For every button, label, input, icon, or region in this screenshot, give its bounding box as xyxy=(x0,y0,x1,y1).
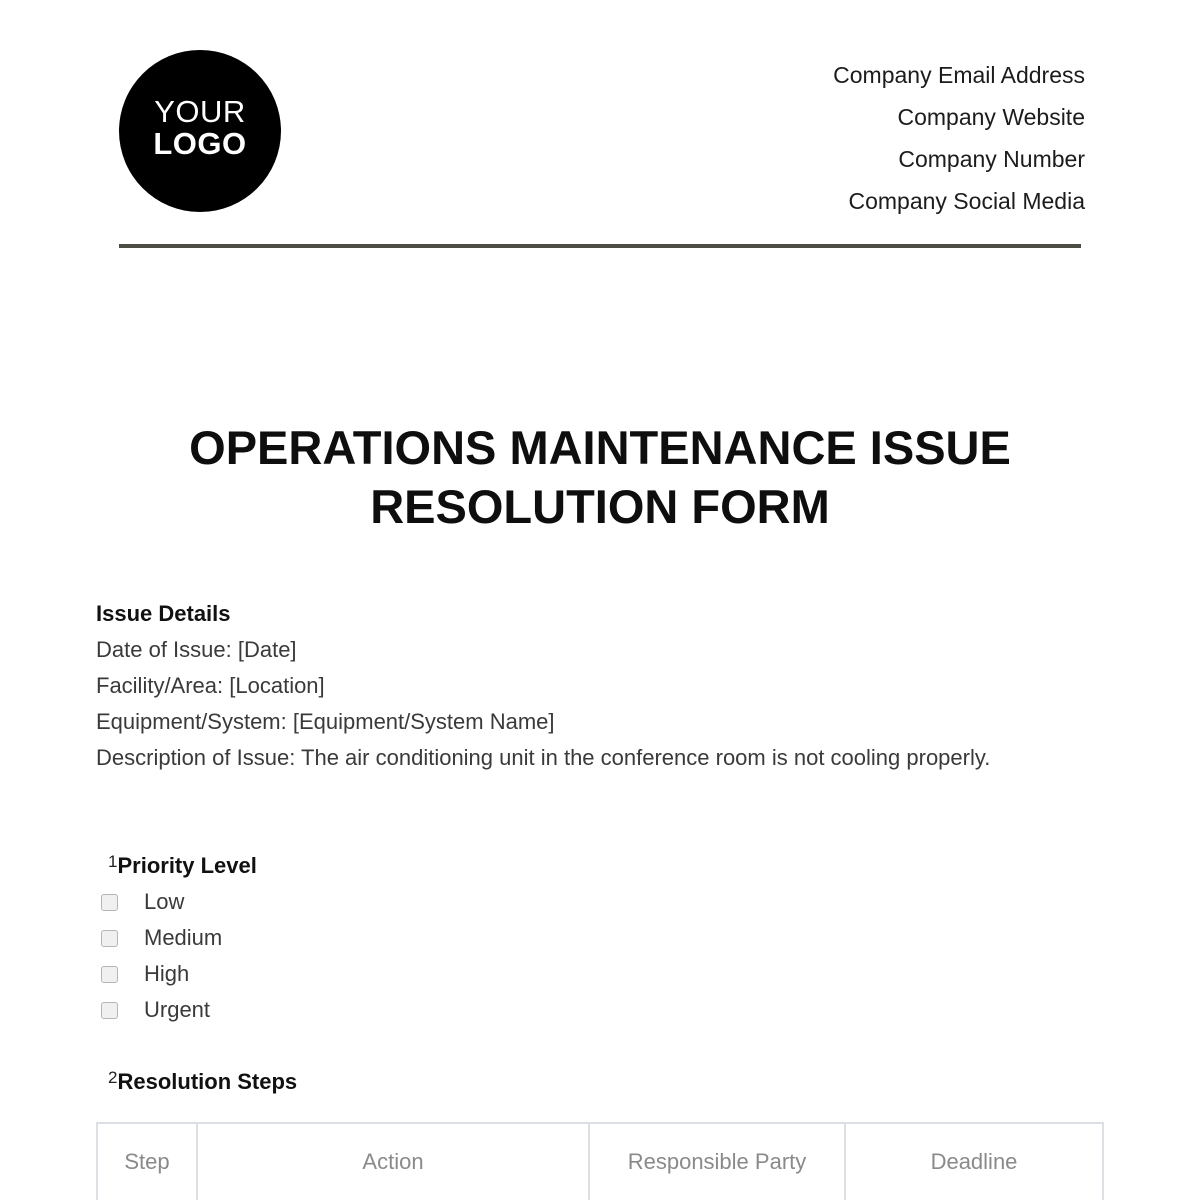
company-email: Company Email Address xyxy=(833,62,1085,88)
header-divider xyxy=(119,244,1081,248)
equipment-system: Equipment/System: [Equipment/System Name] xyxy=(96,709,555,734)
resolution-section-number: 2 xyxy=(108,1068,118,1087)
page-title xyxy=(100,418,1100,536)
priority-option-low[interactable] xyxy=(101,884,222,920)
priority-label-high: High xyxy=(144,961,190,986)
priority-section-number: 1 xyxy=(108,852,118,871)
column-header-step: Step xyxy=(97,1123,197,1200)
priority-label-urgent: Urgent xyxy=(144,997,211,1022)
checkbox-medium[interactable] xyxy=(101,930,118,947)
checkbox-high[interactable] xyxy=(101,966,118,983)
issue-details-heading: Issue Details xyxy=(96,601,231,626)
issue-details-section xyxy=(96,596,1098,776)
checkbox-urgent[interactable] xyxy=(101,1002,118,1019)
title-line-1: OPERATIONS MAINTENANCE ISSUE xyxy=(189,421,1011,474)
column-header-deadline: Deadline xyxy=(845,1123,1103,1200)
company-website: Company Website xyxy=(897,104,1085,130)
priority-level-heading xyxy=(108,851,257,881)
date-of-issue: Date of Issue: [Date] xyxy=(96,637,297,662)
issue-description: Description of Issue: The air conditioning unit in the conference room is not cooling properly. xyxy=(96,745,991,770)
priority-label-low: Low xyxy=(144,889,185,914)
title-line-2: RESOLUTION FORM xyxy=(370,480,830,533)
company-logo xyxy=(119,50,281,212)
facility-area: Facility/Area: [Location] xyxy=(96,673,325,698)
checkbox-low[interactable] xyxy=(101,894,118,911)
resolution-steps-table xyxy=(96,1122,1104,1200)
priority-heading-text: Priority Level xyxy=(117,853,257,878)
logo-line-1: YOUR xyxy=(154,94,246,129)
resolution-heading-text: Resolution Steps xyxy=(117,1069,298,1094)
table-header-row xyxy=(97,1123,1103,1200)
priority-option-urgent[interactable] xyxy=(101,992,222,1028)
logo-line-2: LOGO xyxy=(153,126,247,161)
company-contact-block xyxy=(833,54,1085,222)
priority-options xyxy=(101,884,222,1028)
resolution-steps-heading xyxy=(108,1067,297,1097)
company-social-media: Company Social Media xyxy=(848,188,1085,214)
company-number: Company Number xyxy=(898,146,1085,172)
column-header-action: Action xyxy=(197,1123,589,1200)
priority-option-high[interactable] xyxy=(101,956,222,992)
priority-option-medium[interactable] xyxy=(101,920,222,956)
priority-label-medium: Medium xyxy=(144,925,223,950)
column-header-responsible-party: Responsible Party xyxy=(589,1123,845,1200)
